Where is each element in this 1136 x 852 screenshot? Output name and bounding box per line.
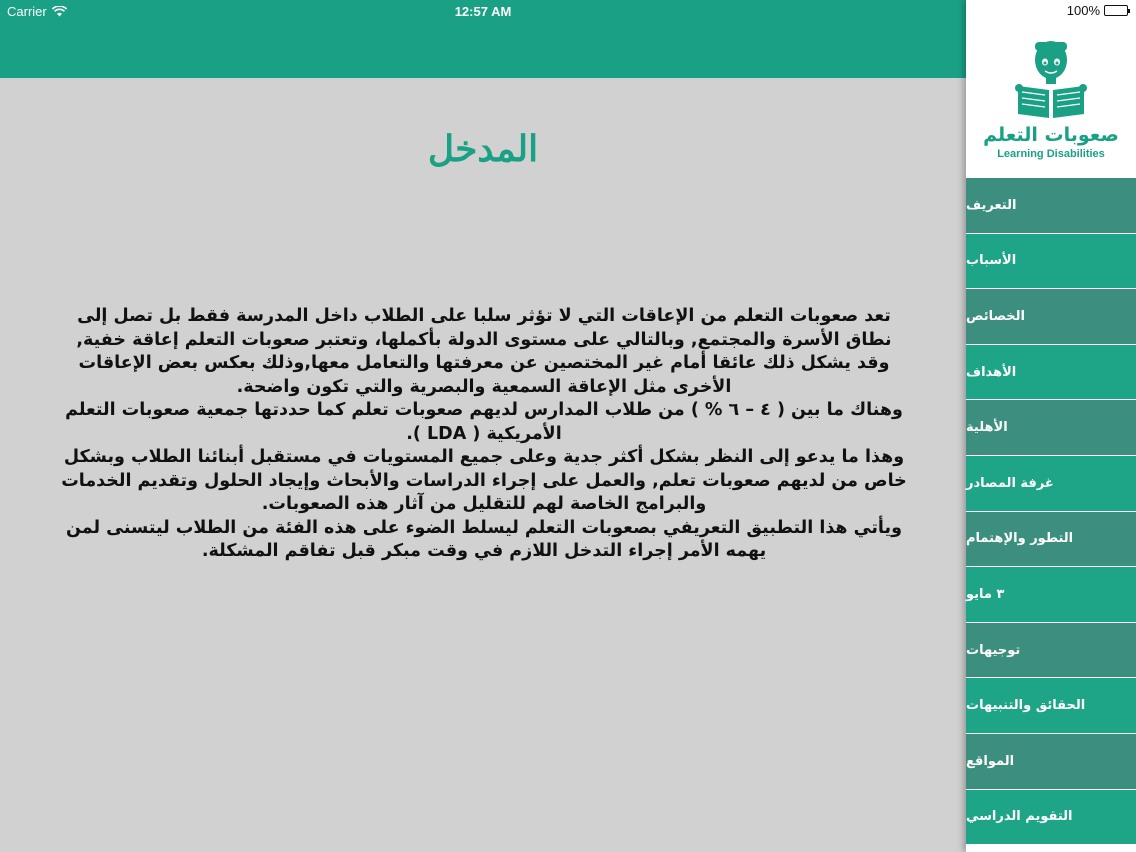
intro-article bbox=[58, 305, 910, 564]
sidebar-item-characteristics[interactable]: الخصائص bbox=[966, 289, 1136, 345]
sidebar-item-goals[interactable]: الأهداف bbox=[966, 345, 1136, 401]
logo-title-english: Learning Disabilities bbox=[997, 148, 1105, 160]
sidebar-item-causes[interactable]: الأسباب bbox=[966, 234, 1136, 290]
status-bar bbox=[0, 0, 1136, 22]
sidebar-item-definition[interactable]: التعريف bbox=[966, 178, 1136, 234]
sidebar-item-resource-room[interactable]: غرفة المصادر bbox=[966, 456, 1136, 512]
app-logo bbox=[966, 0, 1136, 178]
article-paragraph: ويأتي هذا التطبيق التعريفي بصعوبات التعلم ليسلط الضوء على هذه الفئة من الطلاب ليتسنى لمن يهمه الأمر إجراء التدخل اللازم في وقت مبكر قبل تفاقم المشكلة. bbox=[66, 517, 902, 561]
sidebar-item-development[interactable]: التطور والإهتمام bbox=[966, 512, 1136, 568]
battery-percentage: 100% bbox=[1066, 3, 1100, 18]
sidebar-menu bbox=[966, 178, 1136, 845]
article-paragraph: وهذا ما يدعو إلى النظر بشكل أكثر جدية وعلى جميع المستويات في مستقبل أبنائنا الطلاب وبشكل خاص من لديهم صعوبات تعلم, والعمل على إجراء الدراسات والأبحاث وإيجاد الحلول وتقديم الخدمات والبرامج الخاصة لهم للتقليل من آثار هذه الصعوبات. bbox=[61, 447, 907, 514]
sidebar-item-eligibility[interactable]: الأهلية bbox=[966, 400, 1136, 456]
clock: 12:57 AM bbox=[454, 4, 512, 19]
sidebar-item-guidance[interactable]: توجيهات bbox=[966, 623, 1136, 679]
logo-title-arabic: صعوبات التعلم bbox=[983, 124, 1119, 146]
article-paragraph: تعد صعوبات التعلم من الإعاقات التي لا تؤثر سلبا على الطلاب داخل المدرسة فقط بل تصل إلى نطاق الأسرة والمجتمع, وبالتالي على مستوى الدولة بأكملها، وتعتبر صعوبات التعلم إعاقة خفية, وقد يشكل ذلك عائقا أمام غير المختصين عن معرفتها والتعامل معها,وذلك بعكس بعض الإعاقات الأخرى مثل الإعاقة السمعية والبصرية والتي تكون واضحة. bbox=[76, 306, 892, 397]
reading-person-icon bbox=[1012, 38, 1090, 122]
sidebar-item-calendar[interactable]: التقويم الدراسي bbox=[966, 790, 1136, 846]
sidebar-item-websites[interactable]: المواقع bbox=[966, 734, 1136, 790]
sidebar-item-may-3[interactable]: ٣ مايو bbox=[966, 567, 1136, 623]
battery-icon bbox=[1104, 5, 1128, 16]
sidebar bbox=[966, 0, 1136, 852]
page-title: المدخل bbox=[427, 128, 539, 170]
sidebar-item-facts[interactable]: الحقائق والتنبيهات bbox=[966, 678, 1136, 734]
article-paragraph: وهناك ما بين ( ٤ – ٦ % ) من طلاب المدارس لديهم صعوبات تعلم كما حددتها جمعية صعوبات التعلم الأمريكية ( LDA ). bbox=[65, 400, 903, 444]
carrier-label: Carrier bbox=[7, 4, 47, 19]
battery-indicator bbox=[1067, 3, 1128, 18]
